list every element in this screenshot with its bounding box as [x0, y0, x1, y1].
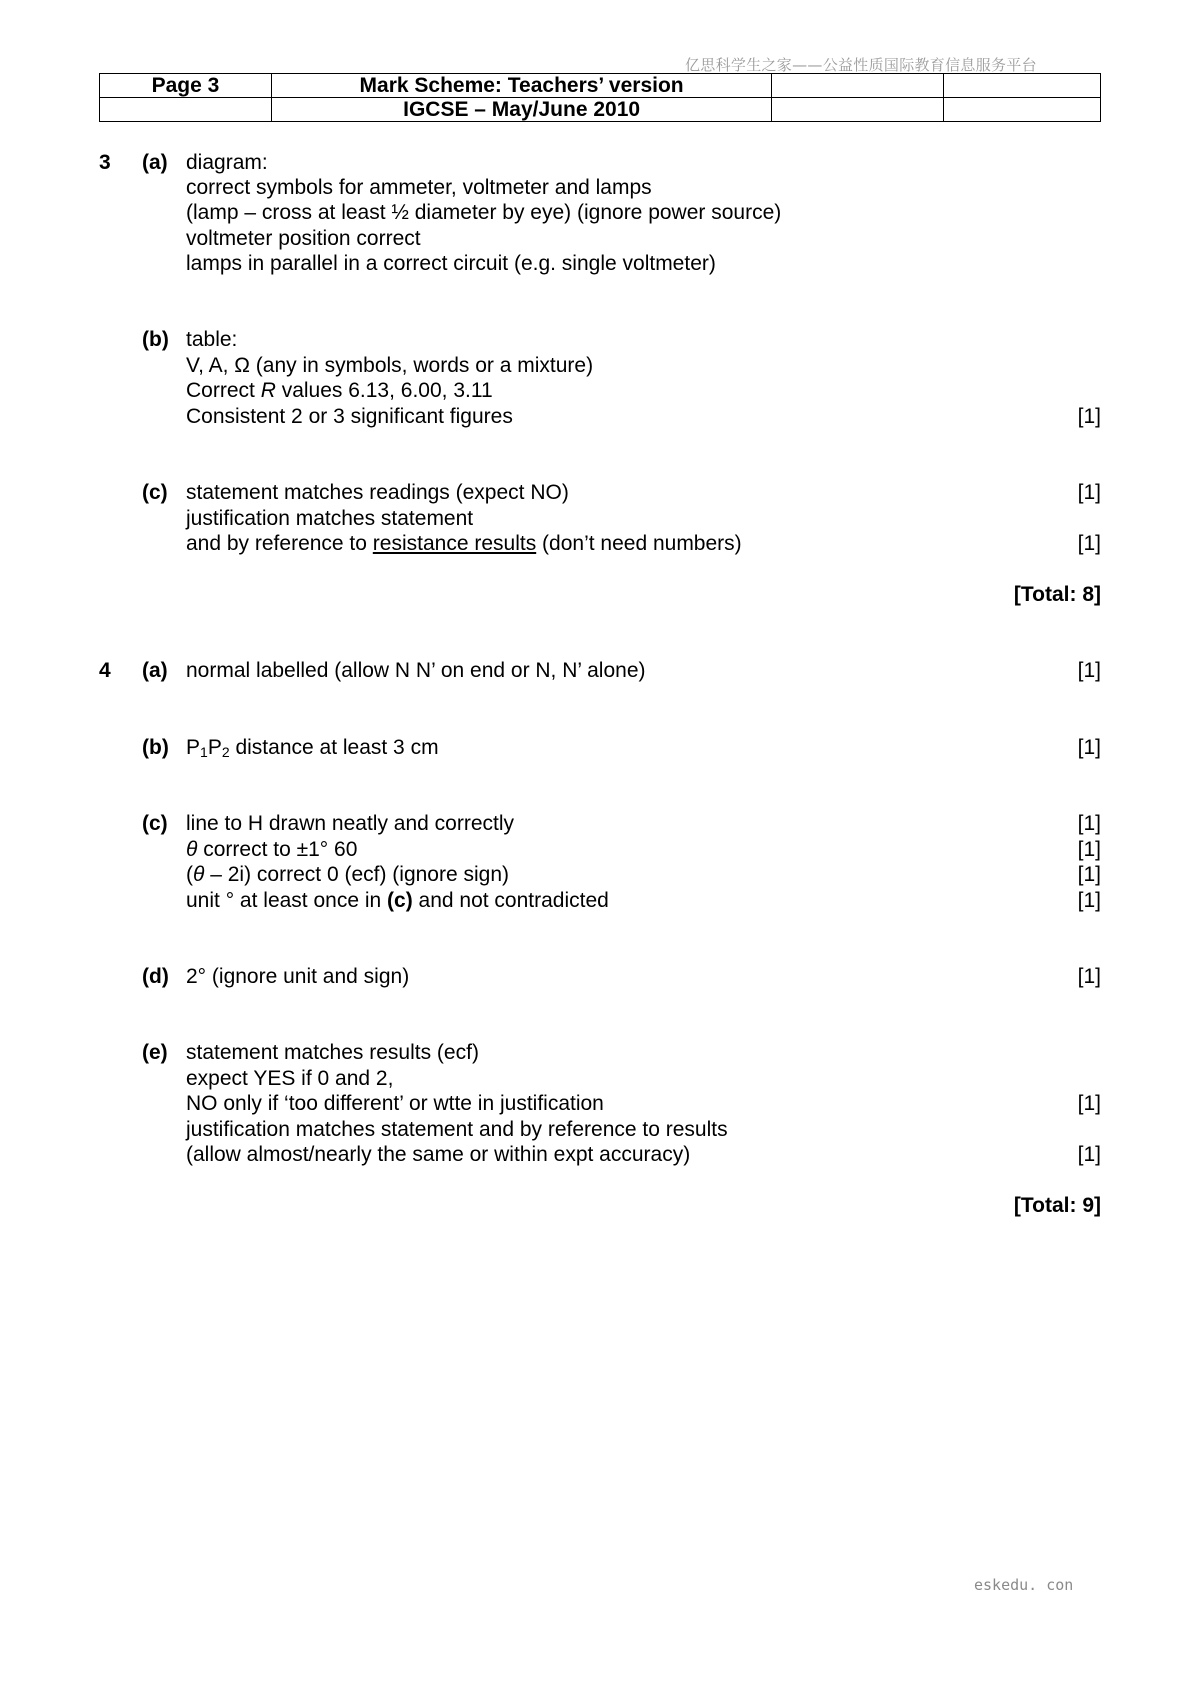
text-fragment: (don’t need numbers) [536, 532, 742, 555]
part-label-4a: (a) [142, 659, 168, 682]
text-fragment: Correct [186, 379, 261, 402]
watermark-top: 亿思科学生之家——公益性质国际教育信息服务平台 [685, 56, 1037, 74]
q4c-line: line to H drawn neatly and correctly [186, 812, 514, 835]
q4e-line: statement matches results (ecf) [186, 1041, 479, 1064]
question-number-4: 4 [99, 659, 111, 682]
mark-value: [1] [1077, 812, 1101, 835]
q3c-line [186, 531, 742, 557]
header-paper [944, 74, 1101, 98]
mark-value: [1] [1077, 889, 1101, 912]
text-fragment: values 6.13, 6.00, 3.11 [275, 379, 493, 402]
text-fragment: and by reference to [186, 532, 373, 555]
part-label-4e: (e) [142, 1041, 168, 1064]
header-syllabus [772, 74, 944, 98]
part-label-3a: (a) [142, 151, 168, 174]
text-fragment: unit ° at least once in [186, 889, 388, 912]
q4c-line [186, 837, 357, 863]
q4e-line: expect YES if 0 and 2, [186, 1067, 394, 1090]
q4e-line: (allow almost/nearly the same or within expt accuracy) [186, 1143, 691, 1166]
q4b-line [186, 735, 439, 761]
mark-value: [1] [1077, 863, 1101, 886]
mark-value: [1] [1077, 405, 1101, 428]
part-label-3c: (c) [142, 481, 168, 504]
text-fragment: and not contradicted [412, 889, 609, 912]
mark-value: [1] [1077, 532, 1101, 555]
q4d-line: 2° (ignore unit and sign) [186, 965, 410, 988]
mark-value: [1] [1077, 1143, 1101, 1166]
header-empty-cell [772, 98, 944, 122]
part-label-3b: (b) [142, 328, 169, 351]
header-subtitle: IGCSE – May/June 2010 [271, 98, 772, 122]
mark-value: [1] [1077, 838, 1101, 861]
question-number-3: 3 [99, 151, 111, 174]
underlined-text: resistance results [372, 532, 537, 555]
mark-value: [1] [1077, 736, 1101, 759]
q3c-line: justification matches statement [186, 507, 474, 530]
mark-value: [1] [1077, 1092, 1101, 1115]
subscript: 1 [200, 744, 208, 760]
q3c-line: statement matches readings (expect NO) [186, 481, 569, 504]
q3a-line: diagram: [186, 151, 268, 174]
q3a-line: (lamp – cross at least ½ diameter by eye) (ignore power source) [186, 201, 782, 224]
text-fragment: P [207, 736, 222, 759]
header-empty-cell [944, 98, 1101, 122]
subscript: 2 [221, 744, 230, 760]
text-fragment: correct to ±1° 60 [197, 838, 358, 861]
q3b-line: Consistent 2 or 3 significant figures [186, 405, 513, 428]
total-q3: [Total: 8] [1013, 583, 1101, 606]
text-fragment: distance at least 3 cm [229, 736, 439, 759]
q4a-line: normal labelled (allow N N’ on end or N, N’ alone) [186, 659, 646, 682]
header-table [99, 73, 1101, 122]
q4c-line [186, 862, 509, 888]
watermark-bottom: eskedu. con [974, 1576, 1074, 1594]
mark-value: [1] [1077, 659, 1101, 682]
header-page: Page 3 [100, 74, 272, 98]
mark-value: [1] [1077, 965, 1101, 988]
q3b-line [186, 378, 493, 404]
header-empty-cell [100, 98, 272, 122]
q3a-line: lamps in parallel in a correct circuit (e.g. single voltmeter) [186, 252, 716, 275]
total-q4: [Total: 9] [1013, 1194, 1101, 1217]
part-label-4b: (b) [142, 736, 169, 759]
q3a-line: correct symbols for ammeter, voltmeter and lamps [186, 176, 652, 199]
q4e-line: NO only if ‘too different’ or wtte in justification [186, 1092, 604, 1115]
q3b-line: V, A, Ω (any in symbols, words or a mixture) [186, 354, 594, 377]
text-fragment: P [186, 736, 201, 759]
mark-value: [1] [1077, 481, 1101, 504]
part-label-4c: (c) [142, 812, 168, 835]
q3b-line: table: [186, 328, 238, 351]
text-fragment: ( [186, 863, 193, 886]
theta-symbol: θ [186, 838, 198, 861]
q3a-line: voltmeter position correct [186, 227, 421, 250]
q4e-line: justification matches statement and by reference to results [186, 1118, 728, 1141]
theta-symbol: θ [193, 863, 205, 886]
bold-text: (c) [387, 889, 413, 912]
text-fragment: – 2i) correct 0 (ecf) (ignore sign) [204, 863, 510, 886]
variable-r: R [260, 379, 276, 402]
part-label-4d: (d) [142, 965, 169, 988]
header-title: Mark Scheme: Teachers’ version [271, 74, 772, 98]
q4c-line [186, 888, 609, 914]
